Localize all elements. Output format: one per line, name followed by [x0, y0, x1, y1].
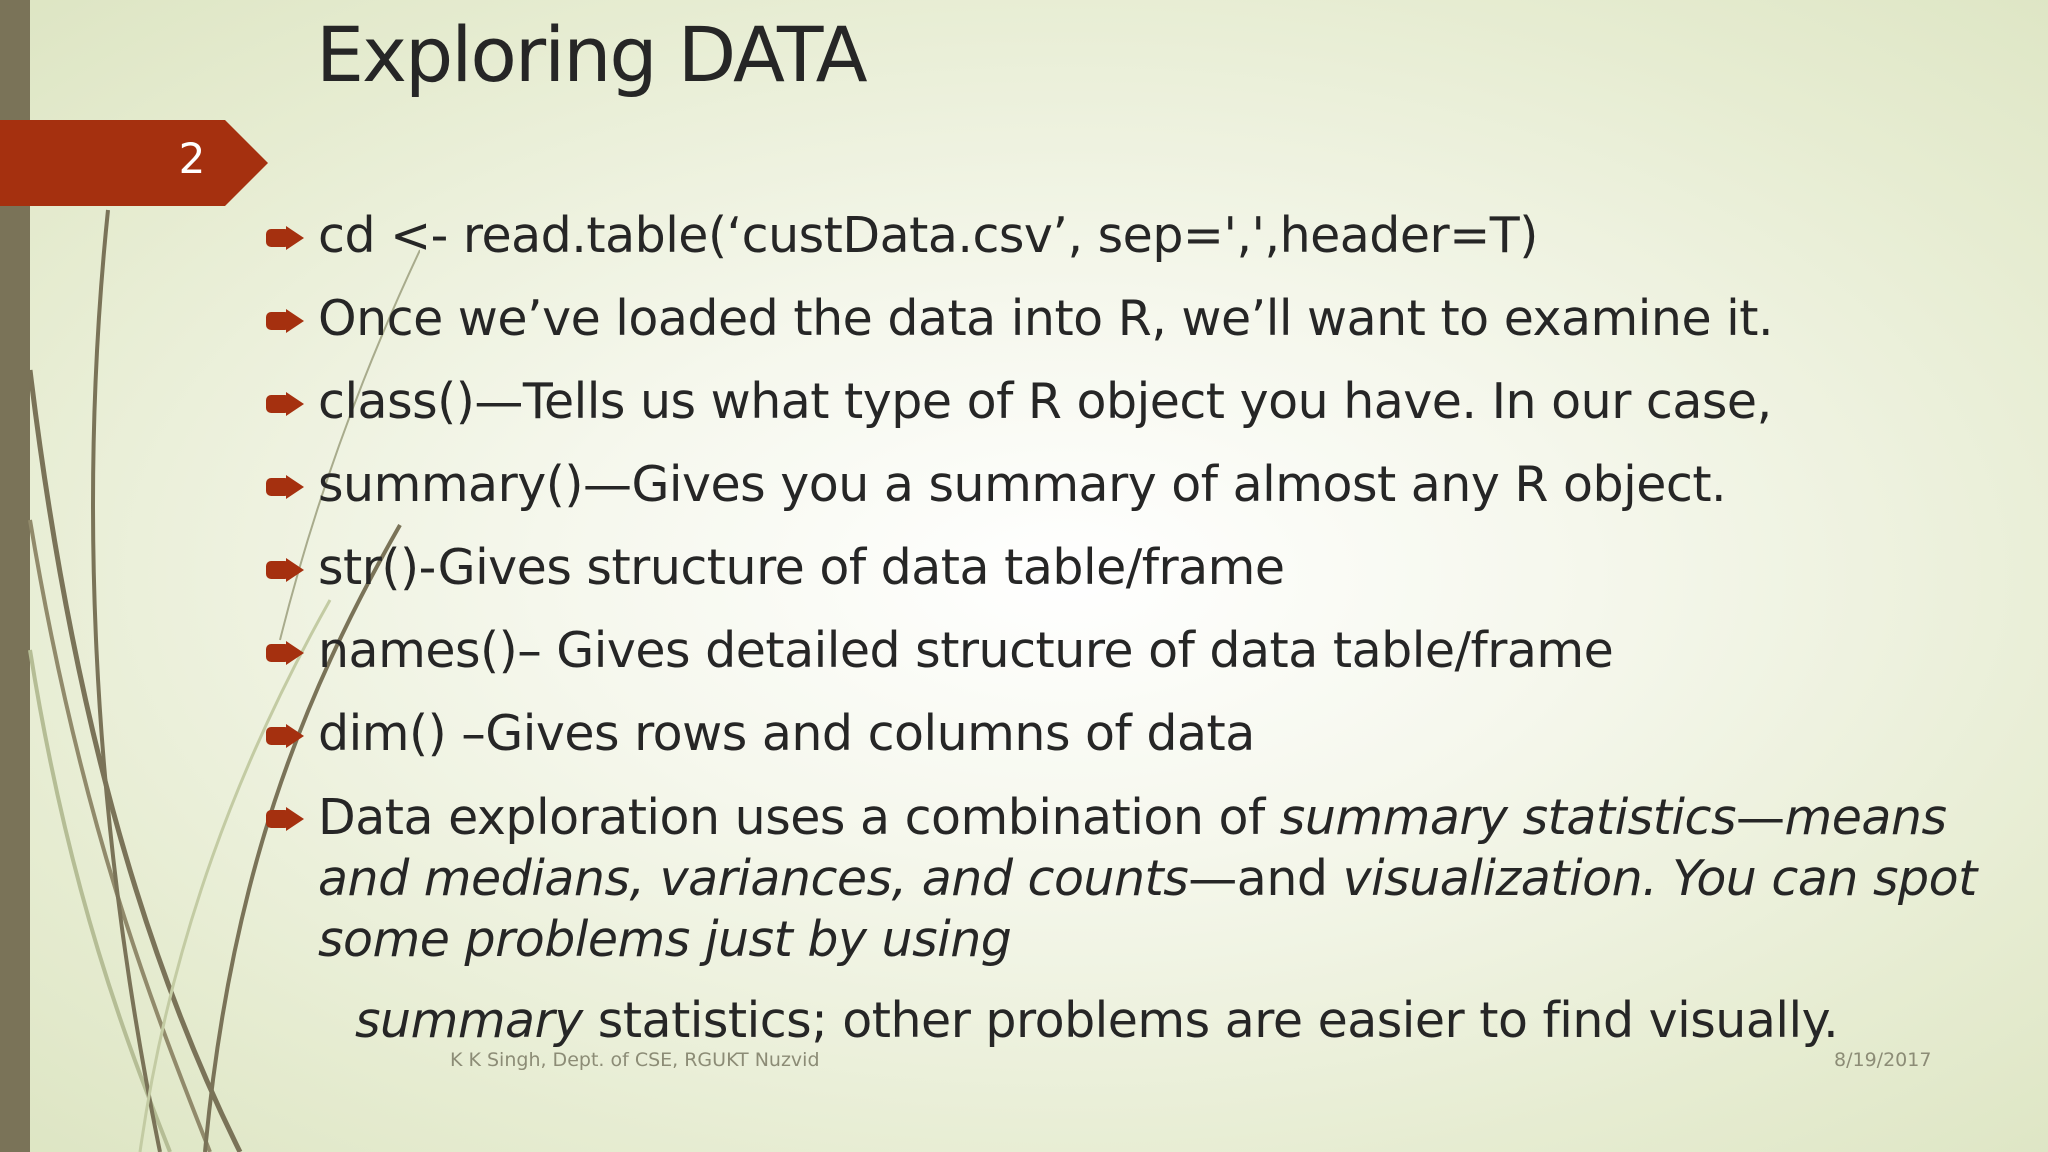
bullet-item-examine	[262, 289, 2002, 349]
bullet-item-str	[262, 538, 2002, 598]
bullet-text: names()– Gives detailed structure of data table/frame	[318, 622, 1614, 679]
footer-date: 8/19/2017	[1834, 1049, 1932, 1071]
continuation-line	[355, 992, 1838, 1049]
bullet-text: class()—Tells us what type of R object you have. In our case,	[318, 373, 1772, 430]
bullet-list	[262, 206, 2002, 993]
slide-title: Exploring DATA	[316, 10, 866, 99]
continuation-text: statistics; other problems are easier to find visually.	[582, 992, 1839, 1049]
arrow-bullet-icon	[264, 807, 304, 831]
bullet-text-part: Data exploration uses a combination of	[318, 789, 1280, 846]
arrow-bullet-icon	[264, 641, 304, 665]
slide-number-tab	[0, 120, 270, 206]
bullet-text: Once we’ve loaded the data into R, we’ll want to examine it.	[318, 290, 1774, 347]
bullet-text: str()-Gives structure of data table/frame	[318, 539, 1285, 596]
bullet-text-italic: means and medians, variances, and counts	[318, 789, 1947, 907]
bullet-text-part: —	[1736, 789, 1785, 846]
bullet-item-read-table	[262, 206, 2002, 266]
arrow-bullet-icon	[264, 392, 304, 416]
bullet-item-data-exploration	[262, 787, 2002, 970]
arrow-bullet-icon	[264, 226, 304, 250]
bullet-text: summary()—Gives you a summary of almost any R object.	[318, 456, 1727, 513]
bullet-text-italic: visualization. You can spot some problems just by using	[318, 850, 1977, 968]
bullet-item-class	[262, 372, 2002, 432]
bullet-item-names	[262, 621, 2002, 681]
bullet-item-dim	[262, 704, 2002, 764]
slide-number: 2	[178, 134, 206, 183]
footer-author: K K Singh, Dept. of CSE, RGUKT Nuzvid	[450, 1049, 820, 1071]
continuation-italic: summary	[355, 992, 583, 1049]
arrow-bullet-icon	[264, 309, 304, 333]
arrow-bullet-icon	[264, 558, 304, 582]
arrow-bullet-icon	[264, 475, 304, 499]
bullet-text-italic: summary statistics	[1279, 789, 1737, 846]
bullet-text: dim() –Gives rows and columns of data	[318, 705, 1255, 762]
arrow-bullet-icon	[264, 724, 304, 748]
bullet-text: cd <- read.table(‘custData.csv’, sep=',',header=T)	[318, 207, 1538, 264]
bullet-text-part: —and	[1188, 850, 1343, 907]
bullet-item-summary	[262, 455, 2002, 515]
